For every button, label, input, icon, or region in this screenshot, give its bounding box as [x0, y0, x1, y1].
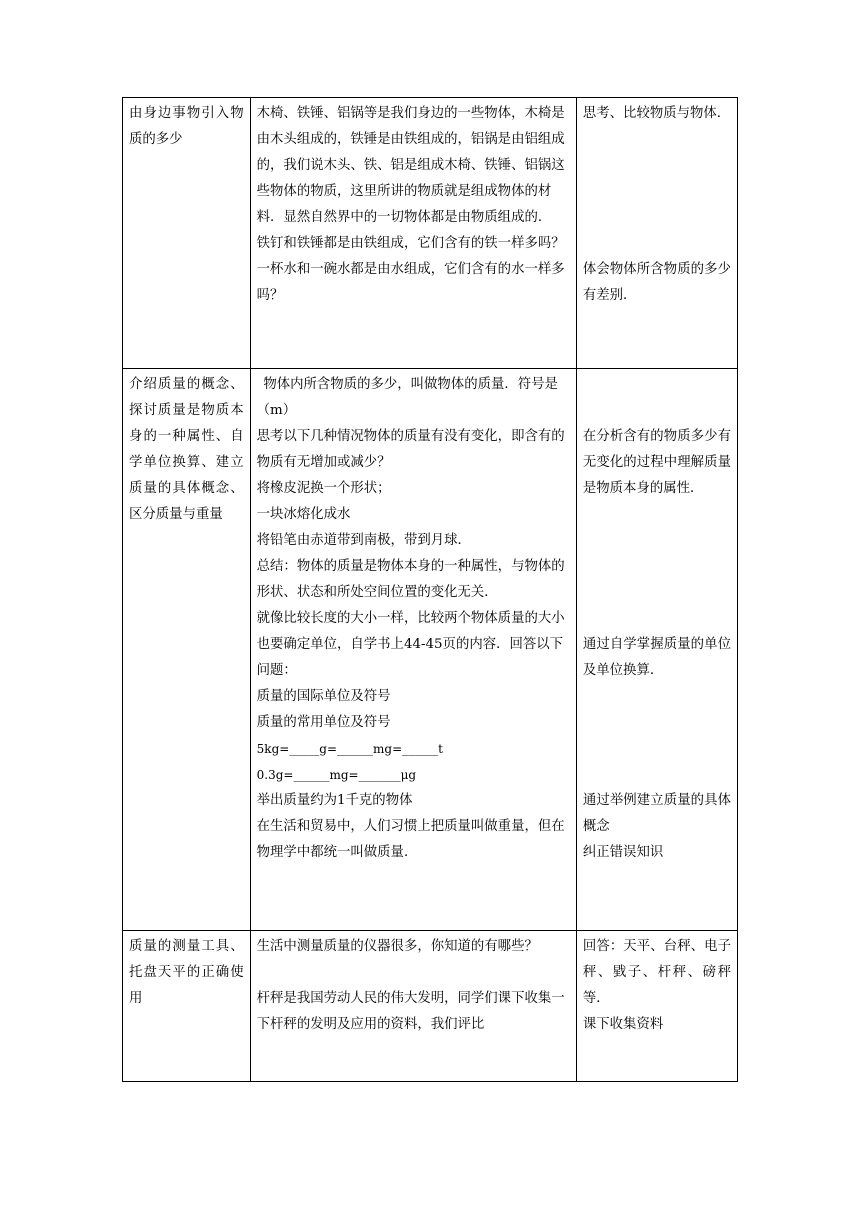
activity-text: 课下收集资料 — [582, 1017, 664, 1032]
content-text: 物体内所含物质的多少，叫做物体的质量．符号是（m） — [256, 377, 558, 418]
activity-text: 通过举例建立质量的具体概念 — [582, 793, 731, 834]
unit-conversion-question: 0.3g=______mg=_______μg — [256, 768, 417, 782]
topic-text: 介绍质量的概念、探讨质量是物质本身的一种属性、自学单位换算、建立质量的具体概念、区分质量与重量 — [129, 377, 244, 522]
content-text: 木椅、铁锤、铝锅等是我们身边的一些物体，木椅是由木头组成的，铁锤是由铁组成的，铝锅是由铝组成的，我们说木头、铁、铝是组成木椅、铁锤、铝锅这些物体的物质，这里所讲的物质就是组成物体的材料．显然自然界中的一切物体都是由物质组成的． — [256, 106, 565, 225]
content-cell — [250, 369, 576, 931]
unit-conversion-question: 5kg=_____g=______mg=______t — [256, 742, 443, 756]
content-text: 思考以下几种情况物体的质量有没有变化，即含有的物质有无增加或减少？ — [256, 429, 565, 470]
content-text: 生活中测量质量的仪器很多，你知道的有哪些？ — [256, 939, 538, 954]
table-row — [123, 98, 738, 369]
activity-cell — [576, 369, 737, 931]
content-cell — [250, 931, 576, 1082]
topic-text: 质量的测量工具、托盘天平的正确使用 — [129, 939, 244, 1006]
content-cell — [250, 98, 576, 369]
topic-cell — [123, 369, 251, 931]
topic-cell — [123, 931, 251, 1082]
lesson-table — [122, 97, 738, 1082]
topic-cell — [123, 98, 251, 369]
topic-text: 由身边事物引入物质的多少 — [129, 106, 244, 147]
activity-text: 在分析含有的物质多少有无变化的过程中理解质量是物质本身的属性． — [582, 429, 731, 496]
content-text: 一块冰熔化成水 — [256, 507, 351, 522]
content-text: 杆秤是我国劳动人民的伟大发明，同学们课下收集一下杆秤的发明及应用的资料，我们评比 — [256, 991, 565, 1032]
activity-text: 纠正错误知识 — [582, 845, 664, 860]
content-text: 将橡皮泥换一个形状； — [256, 481, 391, 496]
activity-cell — [576, 931, 737, 1082]
table-row — [123, 931, 738, 1082]
content-text: 在生活和贸易中，人们习惯上把质量叫做重量，但在物理学中都统一叫做质量． — [256, 819, 565, 860]
content-text: 铁钉和铁锤都是由铁组成，它们含有的铁一样多吗？一杯水和一碗水都是由水组成，它们含有的水一样多吗？ — [256, 236, 565, 303]
content-text: 质量的国际单位及符号 — [256, 689, 391, 704]
activity-text: 通过自学掌握质量的单位及单位换算． — [582, 637, 731, 678]
content-text: 将铅笔由赤道带到南极，带到月球． — [256, 533, 471, 548]
content-text: 就像比较长度的大小一样，比较两个物体质量的大小也要确定单位，自学书上44-45页的内容．回答以下问题： — [256, 611, 565, 678]
activity-cell — [576, 98, 737, 369]
content-text: 举出质量约为1千克的物体 — [256, 793, 413, 808]
content-text: 质量的常用单位及符号 — [256, 715, 391, 730]
activity-text: 回答：天平、台秤、电子秤、戥子、杆秤、磅秤等． — [582, 939, 731, 1006]
activity-text: 思考、比较物质与物体． — [582, 106, 731, 121]
activity-text: 体会物体所含物质的多少有差别． — [582, 262, 731, 303]
content-text: 总结：物体的质量是物体本身的一种属性，与物体的形状、状态和所处空间位置的变化无关． — [256, 559, 565, 600]
table-row — [123, 369, 738, 931]
